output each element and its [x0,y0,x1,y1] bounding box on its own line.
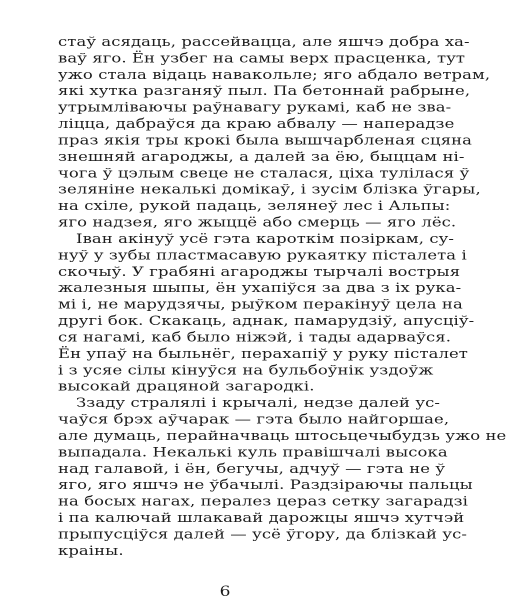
text-line: стаў асядаць, рассейвацца, але яшчэ добра ха- [58,33,470,50]
text-line: і па калючай шлакавай дарожцы яшчэ хутчэй [58,509,465,526]
text-line: і з усяе сілы кінуўся на бульбоўнік уздоўж [58,361,434,378]
text-line: але думаць, перайначваць штосьцечыбудзь ужо не [58,427,506,444]
text-line: выпадала. Некалькі куль правішчалі высока [58,444,448,460]
text-line: ужо стала відаць навакольле; яго абдало ветрам, [58,66,491,83]
text-line: чаўся брэх аўчарак — гэта было найгоршае, [58,411,450,427]
text-line: на схіле, рукой падаць, зелянеў лес і Альпы: [58,197,451,214]
text-line: праз якія тры крокі была вышчарбленая сцяна [58,132,473,148]
text-line: утрымліваючы раўнавагу рукамі, каб не зва- [58,99,452,115]
text-line: мі і, не марудзячы, рыўком перакінуў цела на [58,296,463,312]
page-number: 6 [219,583,231,600]
text-line: скочыў. У грабяні агароджы тырчалі вострыя [58,263,461,280]
text-line: ся нагамі, каб было ніжэй, і тады адарваўся. [58,329,452,345]
text-line: знешняй агароджы, а далей за ёю, быццам ні- [58,148,465,165]
text-line: яго, яго яшчэ не ўбачылі. Раздзіраючы пальцы [58,476,473,493]
paragraph-start-line: Іван акінуў усё гэта кароткім позіркам, су- [76,230,455,247]
text-line: які хутка разганяў пыл. Па бетоннай рабрыне, [58,82,471,99]
text-line: высокай драцяной загародкі. [58,378,315,394]
text-line: яго надзея, яго жыццё або смерць — яго лёс. [58,214,457,230]
text-line: жалезныя шыпы, ён ухапіўся за два з іх рука- [58,279,462,296]
text-line: чога ў цэлым свеце не сталася, ціха тулілася ў [58,164,470,181]
text-line: над галавой, і ён, бегучы, адчуў — гэта не ў [58,460,446,477]
text-line: прыпусціўся далей — усё ўгору, да блізкай ус- [58,526,468,542]
text-line: краіны. [58,542,124,559]
text-line: зеляніне некалькі домікаў, і зусім блізка ўгары, [58,181,481,197]
text-line: ваў яго. Ён узбег на самы верх прасценка, тут [58,50,466,66]
text-line: нуў у зубы пластмасавую рукаятку пісталета і [58,247,467,263]
paragraph-start-line: Ззаду стралялі і крычалі, недзе далей ус- [76,394,441,411]
text-line: другі бок. Скакаць, аднак, памарудзіў, апусціў- [58,312,475,329]
text-line: Ён упаў на быльнёг, перахапіў у руку пісталет [58,345,468,362]
text-line: на босых нагах, пералез цераз сетку загарадзі [58,493,468,509]
text-line: ліцца, дабраўся да краю абвалу — наперадзе [58,115,455,132]
